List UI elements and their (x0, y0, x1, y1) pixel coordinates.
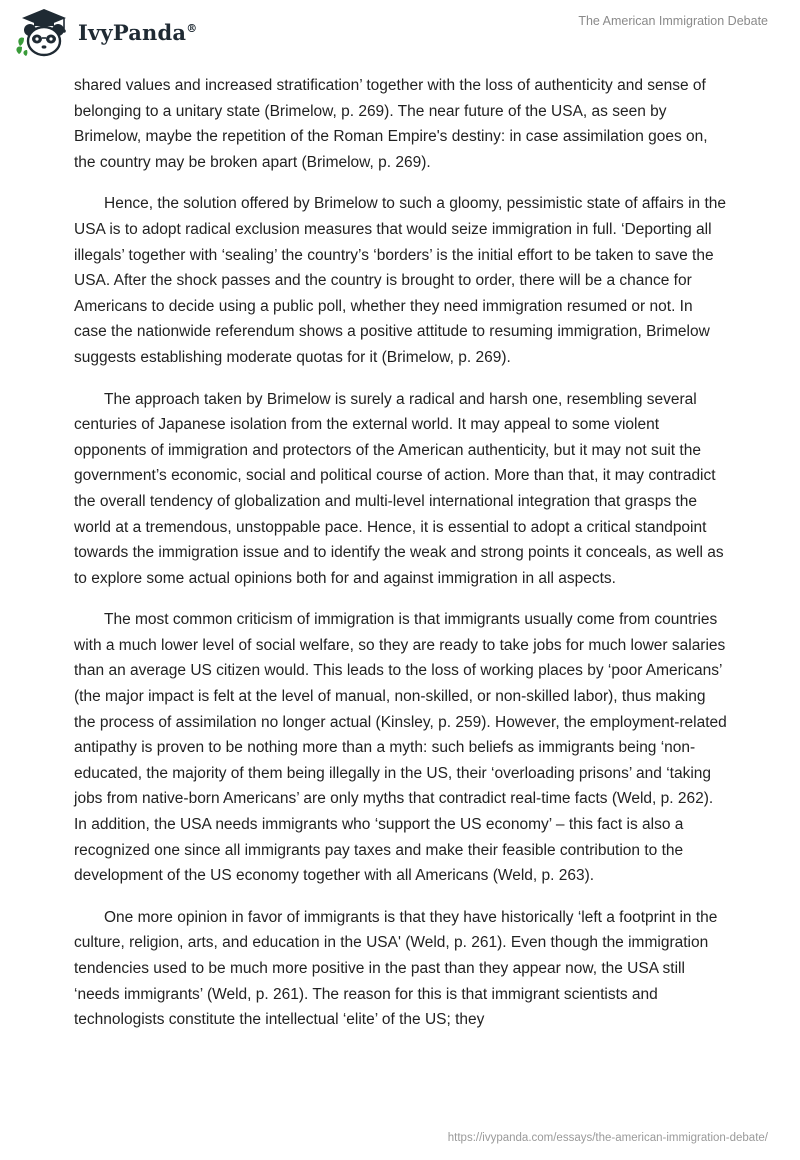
source-url[interactable]: https://ivypanda.com/essays/the-american-immigration-debate/ (447, 1132, 768, 1144)
paragraph: shared values and increased stratification’ together with the loss of authenticity and sense of belonging to a unitary state (Brimelow, p. 269). The near future of the USA, as seen by Brimelow, maybe the repetition of the Roman Empire's destiny: in case assimilation goes on, the country may be broken apart (Brimelow, p. 269). (74, 77, 708, 171)
page-header (0, 0, 800, 70)
brand-name (78, 20, 197, 45)
paragraph: Hence, the solution offered by Brimelow to such a gloomy, pessimistic state of affairs in the USA is to adopt radical exclusion measures that would seize immigration in full. ‘Deporting all illegals’ together with ‘sealing’ the country’s ‘borders’ is the initial effort to be taken to save the USA. After the shock passes and the country is brought to order, there will be a chance for Americans to decide using a public poll, whether they need immigration resumed or not. In case the nationwide referendum shows a positive attitude to resuming immigration, Brimelow suggests establishing moderate quotas for it (Brimelow, p. 269). (74, 195, 727, 366)
document-title: The American Immigration Debate (578, 14, 768, 28)
registered-mark: ® (186, 22, 198, 35)
brand-name-text: IvyPanda (78, 20, 187, 45)
ivypanda-logo[interactable] (14, 6, 198, 60)
paragraph: The most common criticism of immigration is that immigrants usually come from countries with a much lower level of social welfare, so they are ready to take jobs for much lower salaries than an average US citizen would. This leads to the loss of working places by ‘poor Americans’ (the major impact is felt at the level of manual, non-skilled, or non-skilled labor), thus making the process of assimilation no longer actual (Kinsley, p. 259). However, the employment-related antipathy is proven to be nothing more than a myth: such beliefs as immigrants being ‘non-educated, the majority of them being illegally in the US, their ‘overloading prisons’ and ‘taking jobs from native-born Americans’ are only myths that contradict real-time facts (Weld, p. 262). In addition, the USA needs immigrants who ‘support the US economy’ – this fact is also a recognized one since all immigrants pay taxes and make their feasible contribution to the development of the US economy together with all Americans (Weld, p. 263). (74, 611, 727, 885)
paragraph: One more opinion in favor of immigrants is that they have historically ‘left a footprint in the culture, religion, arts, and education in the USA' (Weld, p. 261). Even though the immigration tendencies used to be much more positive in the past than they appear now, the USA still ‘needs immigrants’ (Weld, p. 261). The reason for this is that immigrant scientists and technologists constitute the intellectual ‘elite’ of the US; they (74, 908, 718, 1029)
panda-graduate-icon (14, 6, 74, 60)
paragraph: The approach taken by Brimelow is surely a radical and harsh one, resembling several centuries of Japanese isolation from the external world. It may appeal to some violent opponents of immigration and protectors of the American authenticity, but it may not suit the government’s economic, social and political course of action. More than that, it may contradict the overall tendency of globalization and multi-level international integration that grasps the world at a tremendous, unstoppable pace. Hence, it is essential to adopt a critical standpoint towards the immigration issue and to identify the weak and strong points it conceals, as well as to explore some actual opinions both for and against immigration in all aspects. (74, 390, 724, 587)
article-body (74, 73, 729, 1049)
